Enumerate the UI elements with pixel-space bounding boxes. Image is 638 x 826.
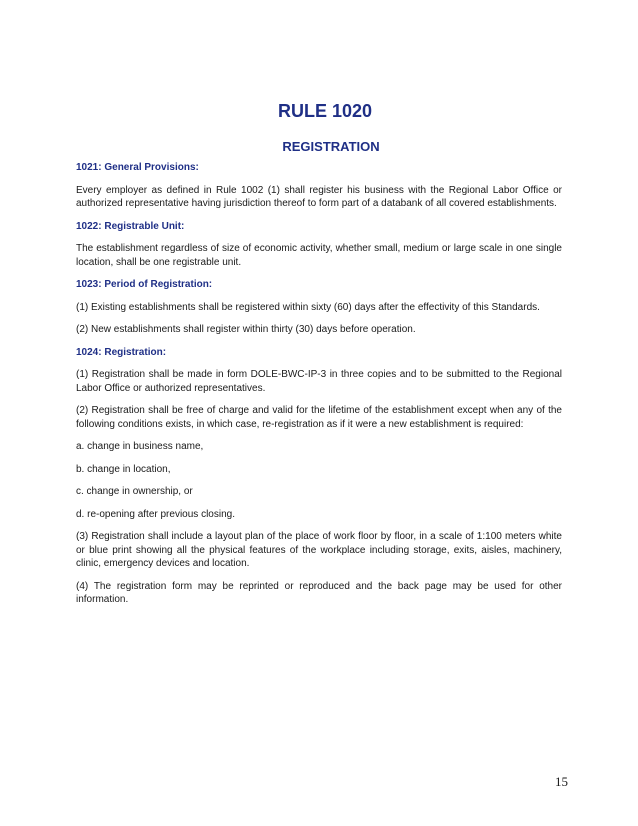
section-1023 (76, 278, 562, 337)
list-item: b. change in location, (76, 463, 171, 475)
list-item: a. change in business name, (76, 441, 204, 452)
page-number: 15 (555, 774, 568, 789)
section-1021 (76, 161, 562, 211)
paragraph: (2) New establishments shall register within thirty (30) days before operation. (76, 324, 416, 335)
list-item: d. re-opening after previous closing. (76, 508, 235, 520)
paragraph: (3) Registration shall include a layout plan of the place of work floor by floor, in a scale of 1:100 meters white or blue print showing all the physical features of the workplace including storage, exits, aisles, machinery, clinic, emergency devices and location. (76, 531, 562, 569)
document-body (76, 161, 562, 616)
list-item: c. change in ownership, or (76, 486, 193, 497)
rule-subtitle: REGISTRATION (282, 139, 380, 154)
section-1024 (76, 346, 562, 607)
paragraph: Every employer as defined in Rule 1002 (1) shall register his business with the Regional Labor Office or authorized representative having jurisdiction thereof to form part of a databank of all covered establishments. (76, 184, 562, 209)
paragraph: (2) Registration shall be free of charge and valid for the lifetime of the establishment except when any of the following conditions exists, in which case, re-registration as if it were a new establishment is required: (76, 405, 562, 430)
section-heading: 1022: Registrable Unit: (76, 220, 185, 232)
paragraph: The establishment regardless of size of economic activity, whether small, medium or large scale in one single location, shall be one registrable unit. (76, 243, 562, 268)
section-heading: 1023: Period of Registration: (76, 279, 213, 290)
paragraph: (1) Existing establishments shall be registered within sixty (60) days after the effectivity of this Standards. (76, 301, 540, 313)
section-heading: 1024: Registration: (76, 346, 167, 358)
section-1022 (76, 220, 562, 270)
paragraph: (4) The registration form may be reprinted or reproduced and the back page may be used for other information. (76, 580, 562, 605)
paragraph: (1) Registration shall be made in form DOLE-BWC-IP-3 in three copies and to be submitted to the Regional Labor Office or authorized representatives. (76, 369, 562, 394)
section-heading: 1021: General Provisions: (76, 162, 199, 173)
rule-title: RULE 1020 (277, 101, 373, 121)
